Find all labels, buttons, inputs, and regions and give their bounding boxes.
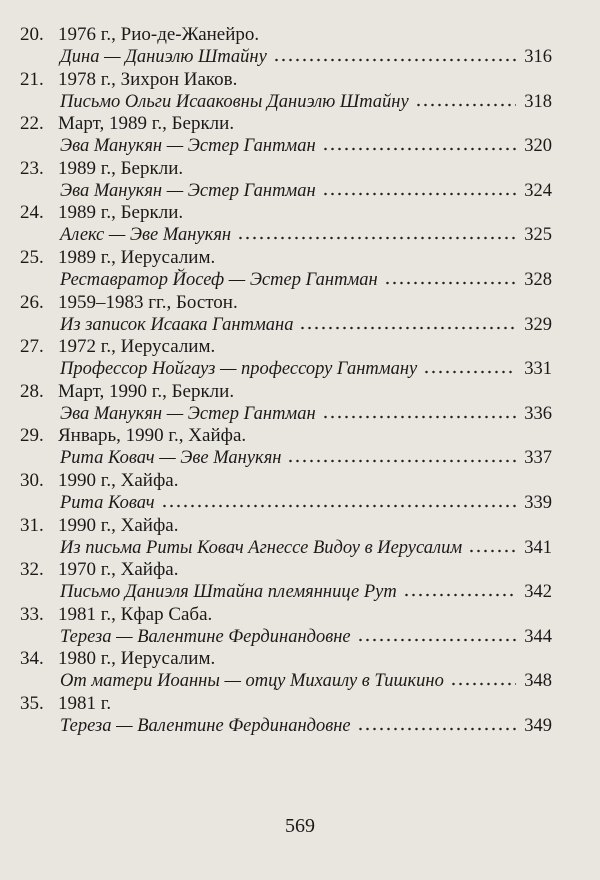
entry-number: 23. (20, 157, 44, 179)
entry-heading: 1959–1983 гг., Бостон. (58, 291, 238, 313)
dot-leader (468, 549, 516, 553)
entry-page-number: 329 (524, 314, 552, 335)
entry-title-line (60, 626, 552, 648)
dot-leader (450, 682, 516, 686)
dot-leader (322, 192, 517, 196)
entry-heading: Март, 1990 г., Беркли. (58, 380, 235, 402)
entry-number: 33. (20, 603, 44, 625)
entry-heading-line (20, 202, 183, 224)
entry-title-line (60, 224, 552, 246)
toc-entry (0, 202, 600, 247)
entry-number: 26. (20, 291, 44, 313)
entry-heading: 1990 г., Хайфа. (58, 514, 179, 536)
entry-heading-line (20, 604, 212, 626)
entry-heading-line (20, 470, 178, 492)
entry-page-number: 316 (524, 47, 552, 67)
toc-entry (0, 693, 600, 738)
entry-number: 27. (20, 336, 44, 358)
entry-number: 30. (20, 469, 44, 491)
toc-entry (0, 604, 600, 649)
entry-heading-line (20, 158, 183, 180)
entry-page-number: 349 (524, 715, 552, 736)
toc-entry (0, 24, 600, 69)
entry-title: Реставратор Йосеф — Эстер Гантман (60, 269, 378, 290)
entry-heading: Март, 1989 г., Беркли. (58, 113, 235, 135)
entry-number: 20. (20, 24, 44, 45)
dot-leader (415, 103, 517, 107)
entry-page-number: 344 (524, 626, 552, 647)
entry-page-number: 318 (524, 91, 552, 112)
entry-number: 31. (20, 514, 44, 536)
dot-leader (273, 58, 516, 62)
entry-page-number: 331 (524, 359, 552, 380)
dot-leader (357, 638, 517, 642)
toc-entry (0, 559, 600, 604)
entry-title: Письмо Ольги Исааковны Даниэлю Штайну (60, 91, 409, 112)
entry-title-line (60, 492, 552, 514)
entry-number: 24. (20, 202, 44, 224)
entry-heading: 1989 г., Иерусалим. (58, 246, 216, 268)
entry-heading-line (20, 69, 237, 91)
entry-title-line (60, 46, 552, 68)
entry-page-number: 339 (524, 492, 552, 513)
entry-title-line (60, 91, 552, 113)
entry-title: Рита Ковач (60, 492, 155, 513)
dot-leader (287, 459, 516, 463)
entry-heading-line (20, 247, 215, 269)
dot-leader (423, 370, 516, 374)
entry-title: Эва Манукян — Эстер Гантман (60, 403, 316, 424)
entry-page-number: 320 (524, 136, 552, 157)
page-number: 569 (285, 815, 315, 837)
toc-entry (0, 515, 600, 560)
entry-title-line (60, 358, 552, 380)
entry-page-number: 324 (524, 180, 552, 201)
entry-title-line (60, 403, 552, 425)
entry-title: Тереза — Валентине Фердинандовне (60, 715, 351, 736)
dot-leader (161, 504, 517, 508)
entry-heading-line (20, 559, 178, 581)
entry-title: Алекс — Эве Манукян (60, 225, 232, 246)
toc-entry (0, 336, 600, 381)
entry-heading: 1981 г. (58, 692, 112, 714)
entry-title: Дина — Даниэлю Штайну (60, 47, 267, 67)
entry-heading: 1978 г., Зихрон Иаков. (58, 68, 238, 90)
table-of-contents (0, 24, 600, 738)
entry-heading: 1980 г., Иерусалим. (58, 648, 216, 670)
toc-entry (0, 648, 600, 693)
entry-heading-line (20, 24, 259, 46)
entry-title-line (60, 581, 552, 603)
entry-title: Профессор Нойгауз — профессору Гантману (60, 359, 418, 380)
entry-title-line (60, 715, 552, 737)
toc-entry (0, 292, 600, 337)
entry-heading-line (20, 425, 246, 447)
entry-heading: 1989 г., Беркли. (58, 157, 184, 179)
entry-heading: 1972 г., Иерусалим. (58, 336, 216, 358)
toc-entry (0, 425, 600, 470)
entry-heading: 1981 г., Кфар Саба. (58, 603, 213, 625)
entry-heading-line (20, 381, 234, 403)
toc-entry (0, 381, 600, 426)
entry-page-number: 341 (524, 537, 552, 558)
dot-leader (384, 281, 517, 285)
entry-title-line (60, 314, 552, 336)
entry-heading-line (20, 693, 111, 715)
entry-number: 35. (20, 692, 44, 714)
entry-heading-line (20, 113, 234, 135)
entry-number: 21. (20, 68, 44, 90)
entry-title-line (60, 537, 552, 559)
entry-title: Из письма Риты Ковач Агнессе Видоу в Иерусалим (60, 537, 463, 558)
toc-entry (0, 69, 600, 114)
entry-page-number: 328 (524, 269, 552, 290)
entry-number: 32. (20, 559, 44, 581)
entry-title: Эва Манукян — Эстер Гантман (60, 136, 316, 157)
entry-page-number: 337 (524, 448, 552, 469)
entry-title: Письмо Даниэля Штайна племяннице Рут (60, 582, 397, 603)
entry-number: 25. (20, 246, 44, 268)
entry-title-line (60, 180, 552, 202)
entry-heading: 1970 г., Хайфа. (58, 559, 179, 581)
entry-heading: 1976 г., Рио-де-Жанейро. (58, 24, 260, 45)
toc-entry (0, 470, 600, 515)
entry-title: Эва Манукян — Эстер Гантман (60, 180, 316, 201)
entry-title: Тереза — Валентине Фердинандовне (60, 626, 351, 647)
entry-heading: 1990 г., Хайфа. (58, 469, 179, 491)
entry-heading-line (20, 292, 238, 314)
entry-title-line (60, 269, 552, 291)
entry-title-line (60, 447, 552, 469)
dot-leader (357, 727, 517, 731)
dot-leader (299, 326, 516, 330)
entry-heading-line (20, 336, 215, 358)
entry-page-number: 342 (524, 582, 552, 603)
entry-title: От матери Иоанны — отцу Михаилу в Тишкино (60, 671, 444, 692)
entry-heading: 1989 г., Беркли. (58, 202, 184, 224)
entry-page-number: 348 (524, 671, 552, 692)
entry-title: Из записок Исаака Гантмана (60, 314, 294, 335)
entry-title-line (60, 135, 552, 157)
entry-title: Рита Ковач — Эве Манукян (60, 448, 282, 469)
entry-number: 22. (20, 113, 44, 135)
entry-heading-line (20, 648, 215, 670)
entry-number: 29. (20, 425, 44, 447)
toc-entry (0, 113, 600, 158)
entry-page-number: 325 (524, 225, 552, 246)
toc-entry (0, 247, 600, 292)
entry-heading-line (20, 515, 178, 537)
dot-leader (403, 593, 517, 597)
entry-number: 34. (20, 648, 44, 670)
toc-entry (0, 158, 600, 203)
entry-page-number: 336 (524, 403, 552, 424)
entry-heading: Январь, 1990 г., Хайфа. (58, 425, 247, 447)
dot-leader (322, 415, 517, 419)
entry-title-line (60, 670, 552, 692)
dot-leader (237, 236, 516, 240)
dot-leader (322, 147, 517, 151)
entry-number: 28. (20, 380, 44, 402)
